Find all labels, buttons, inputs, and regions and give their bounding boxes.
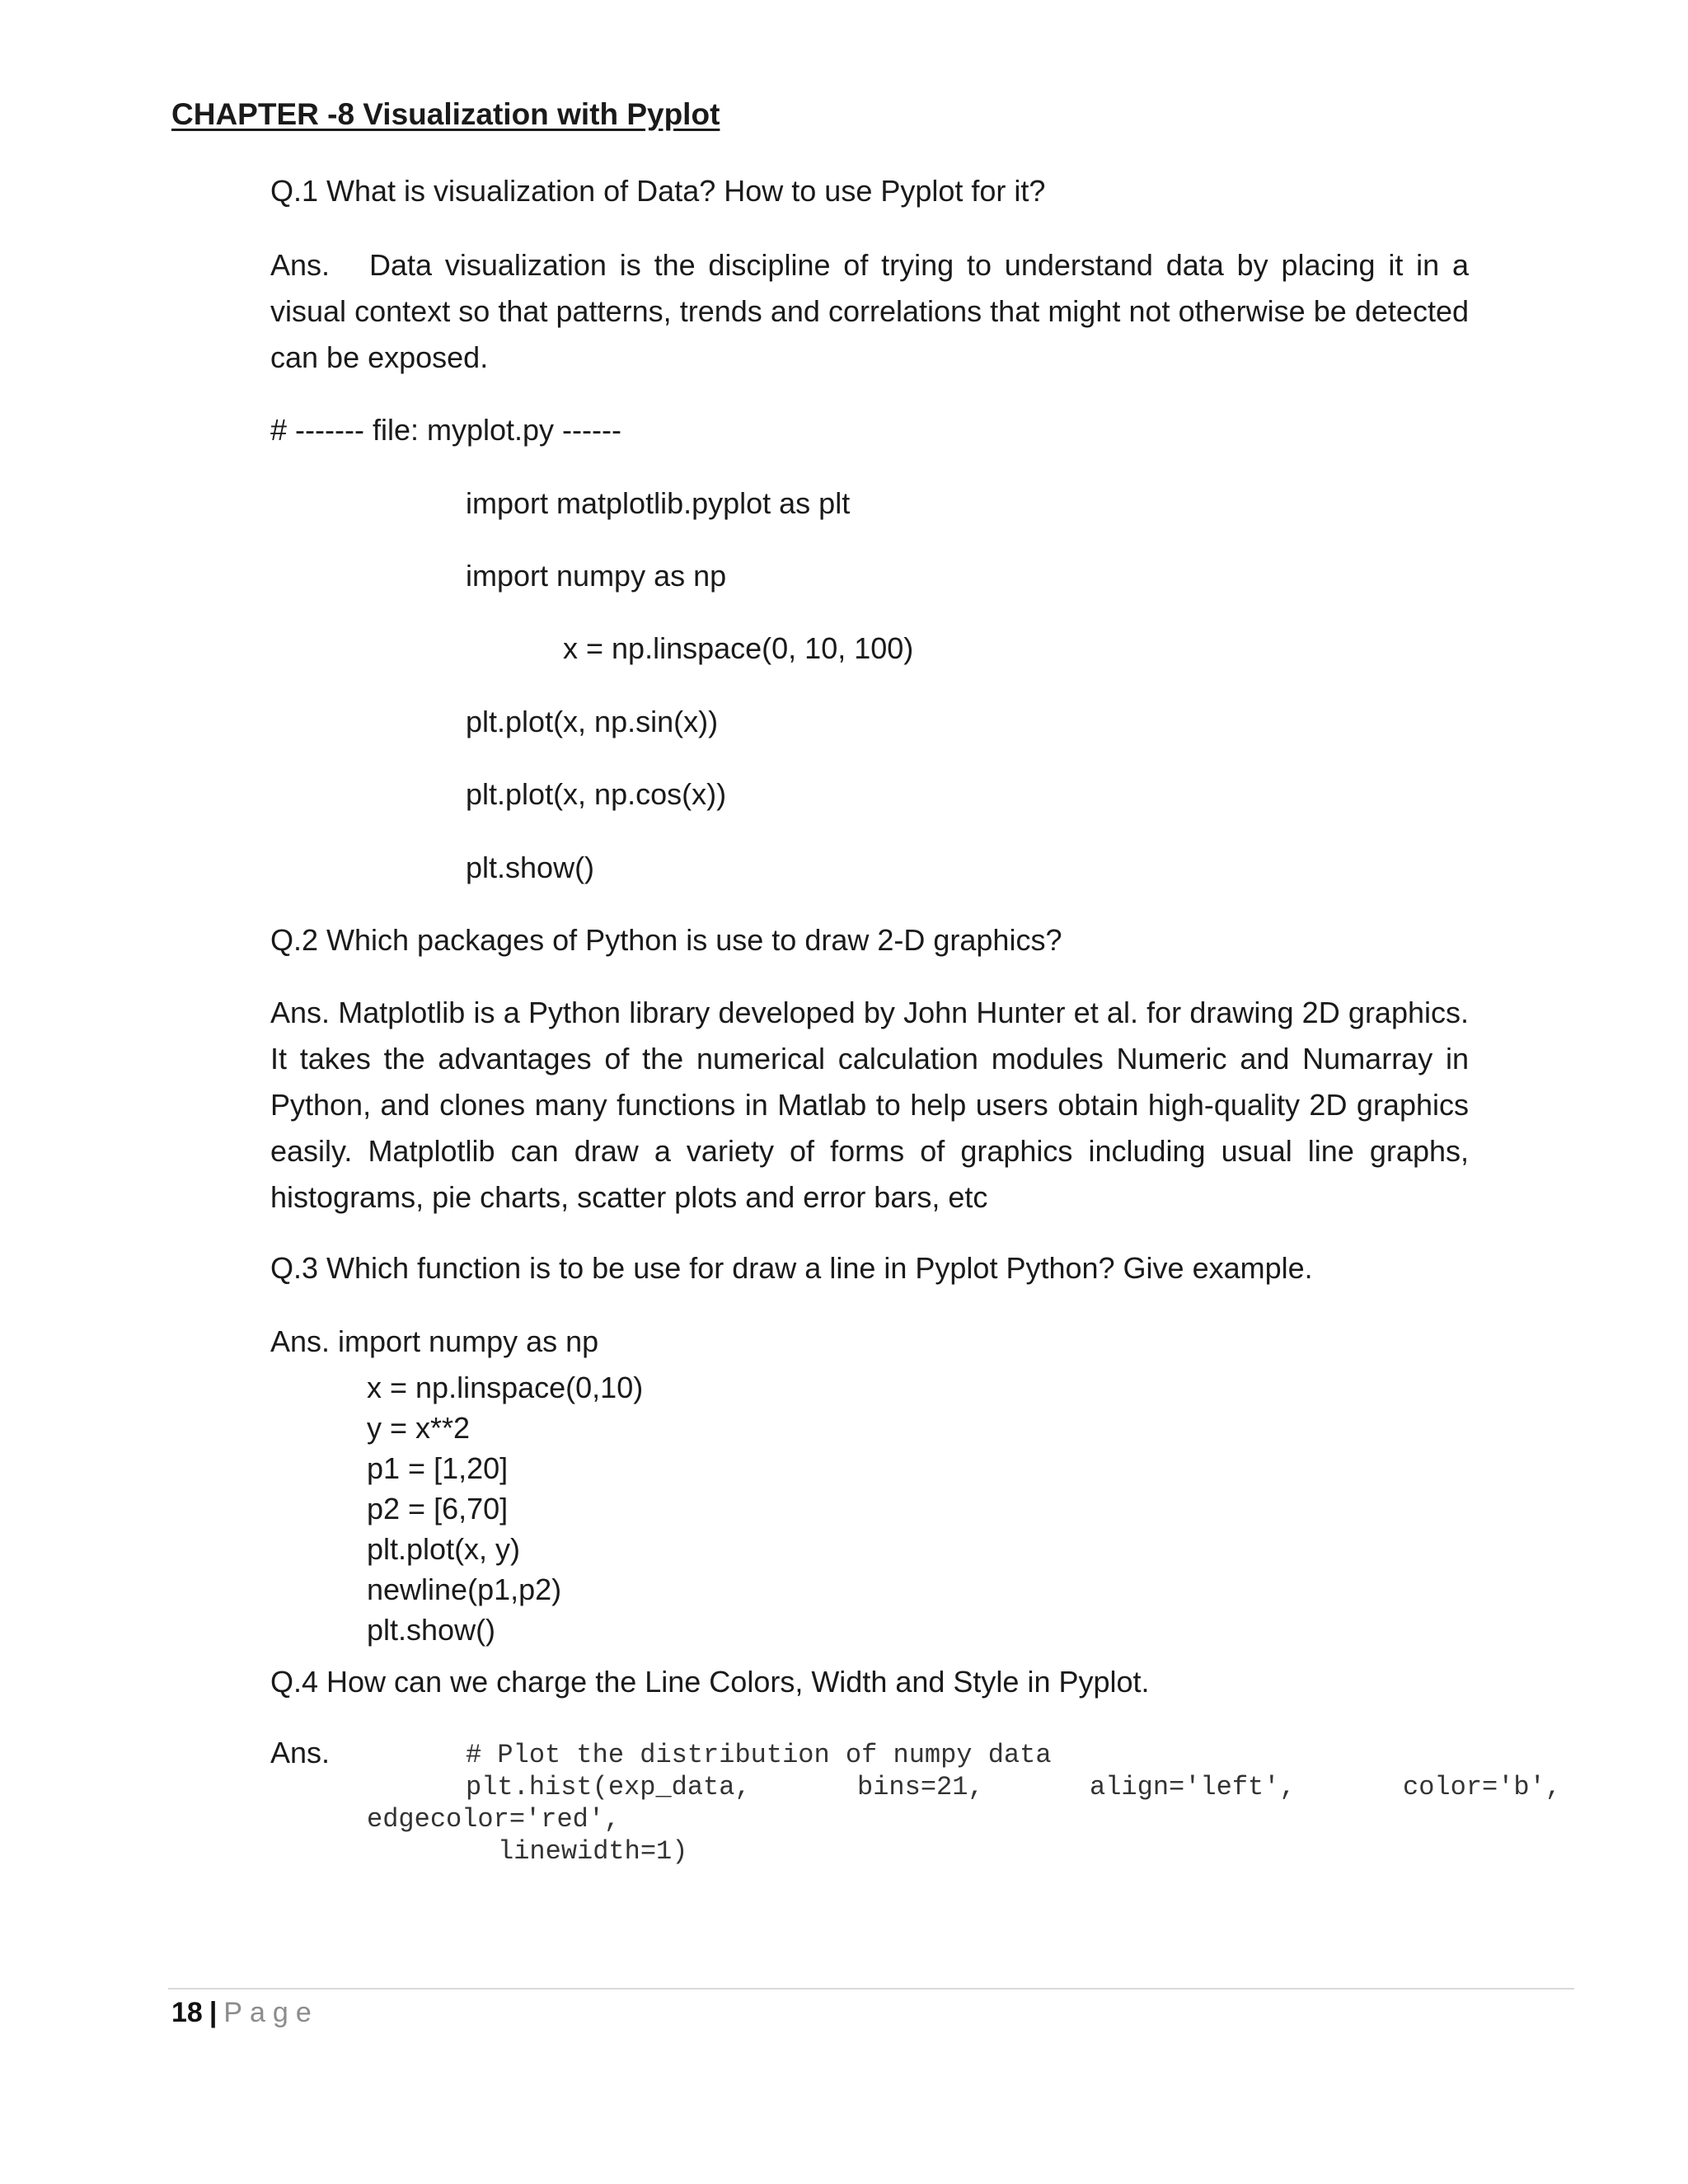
chapter-title: CHAPTER -8 Visualization with Pyplot bbox=[171, 97, 720, 131]
page-label: Page bbox=[223, 1997, 319, 2028]
answer-2: Ans. Matplotlib is a Python library developed by John Hunter et al. for drawing 2D graphics. It takes the advantages of the numerical calculation modules Numeric and Numarray in Python, and clones many functions in Matlab to help users obtain high-quality 2D graphics easily. Matplotlib can draw a variety of forms of graphics including usual line graphs, histograms, pie charts, scatter plots and error bars, etc bbox=[270, 996, 1469, 1214]
code-align-arg: align='left', bbox=[1090, 1772, 1296, 1802]
code-line: plt.plot(x, y) bbox=[367, 1532, 521, 1566]
code-line: x = np.linspace(0,10) bbox=[367, 1371, 644, 1404]
code-line: plt.plot(x, np.sin(x)) bbox=[466, 705, 719, 738]
question-4: Q.4 How can we charge the Line Colors, Width and Style in Pyplot. bbox=[270, 1665, 1150, 1699]
code-line: plt.show() bbox=[367, 1613, 496, 1647]
code-line: x = np.linspace(0, 10, 100) bbox=[563, 631, 914, 665]
code-line: newline(p1,p2) bbox=[367, 1572, 562, 1606]
code-file-comment: # ------- file: myplot.py ------ bbox=[270, 413, 621, 447]
answer-1-text: Data visualization is the discipline of trying to understand data by placing it in a visual context so that patterns, trends and correlations that might not otherwise be detected can be exposed. bbox=[270, 248, 1469, 374]
code-hist-call: plt.hist(exp_data, bbox=[466, 1772, 751, 1802]
page-footer bbox=[171, 1986, 319, 2039]
code-linewidth-arg: linewidth=1) bbox=[498, 1836, 688, 1867]
answer-label: Ans. bbox=[270, 248, 331, 282]
code-bins-arg: bins=21, bbox=[857, 1772, 984, 1802]
code-line: import numpy as np bbox=[466, 559, 727, 593]
code-line: plt.plot(x, np.cos(x)) bbox=[466, 777, 727, 811]
footer-divider bbox=[168, 1988, 1574, 1990]
code-line: y = x**2 bbox=[367, 1411, 471, 1445]
answer-label: Ans. bbox=[270, 1736, 331, 1769]
code-edgecolor-arg: edgecolor='red', bbox=[367, 1804, 621, 1835]
footer-separator: | bbox=[209, 1997, 218, 2028]
code-line: import matplotlib.pyplot as plt bbox=[466, 486, 851, 520]
question-1: Q.1 What is visualization of Data? How to use Pyplot for it? bbox=[270, 174, 1046, 208]
code-comment: # Plot the distribution of numpy data bbox=[466, 1740, 1052, 1770]
page-number: 18 bbox=[171, 1997, 203, 2028]
code-color-arg: color='b', bbox=[1403, 1772, 1562, 1802]
question-2: Q.2 Which packages of Python is use to draw 2-D graphics? bbox=[270, 923, 1062, 957]
code-line: plt.show() bbox=[466, 851, 595, 884]
code-line: p1 = [1,20] bbox=[367, 1451, 509, 1485]
question-3: Q.3 Which function is to be use for draw a line in Pyplot Python? Give example. bbox=[270, 1251, 1313, 1285]
code-line: p2 = [6,70] bbox=[367, 1492, 509, 1526]
answer-3-first-line: Ans. import numpy as np bbox=[270, 1324, 599, 1358]
answer-1 bbox=[270, 242, 1469, 381]
